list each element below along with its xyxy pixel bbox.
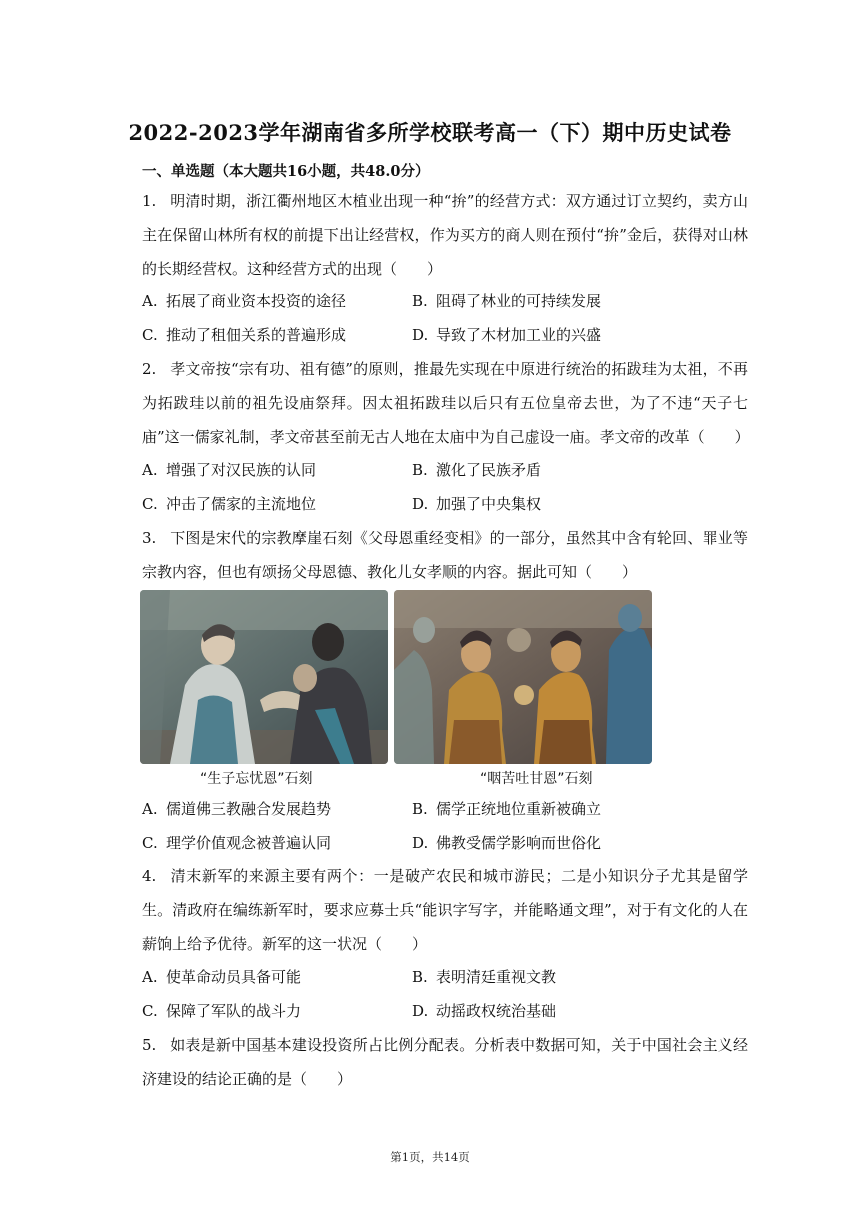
option-text: 加强了中央集权: [436, 495, 542, 513]
option-text: 保障了军队的战斗力: [166, 1002, 302, 1020]
option-3a[interactable]: [142, 799, 331, 819]
option-1d[interactable]: [412, 325, 601, 345]
option-letter: D.: [412, 326, 429, 344]
option-2b[interactable]: [412, 460, 541, 480]
option-letter: C.: [142, 326, 158, 344]
carving-image-left: [140, 590, 388, 790]
option-letter: D.: [412, 834, 429, 852]
question-text: 孝文帝按“宗有功、祖有德”的原则，推最先实现在中原进行统治的拓跋珪为太祖，不再为拓跋珪以前的祖先设庙祭拜。因太祖拓跋珪以后只有五位皇帝去世，为了不违“天子七庙”这一儒家礼制，孝文帝甚至前无古人地在太庙中为自己虚设一庙。孝文帝的改革（ ）: [142, 360, 750, 446]
option-letter: C.: [142, 834, 158, 852]
option-text: 导致了木材加工业的兴盛: [436, 326, 602, 344]
option-1b[interactable]: [412, 291, 601, 311]
option-letter: B.: [412, 292, 428, 310]
option-text: 儒学正统地位重新被确立: [436, 800, 602, 818]
option-text: 使革命动员具备可能: [166, 968, 302, 986]
question-number: 5.: [142, 1036, 157, 1054]
carving-image-right: [394, 590, 652, 790]
option-letter: A.: [142, 461, 158, 479]
option-2d[interactable]: [412, 494, 541, 514]
option-text: 推动了租佃关系的普遍形成: [166, 326, 347, 344]
option-text: 理学价值观念被普遍认同: [166, 834, 332, 852]
question-text: 清末新军的来源主要有两个：一是破产农民和城市游民；二是小知识分子尤其是留学生。清政府在编练新军时，要求应募士兵“能识字写字，并能略通文理”，对于有文化的人在薪饷上给予优待。新军的这一状况（ ）: [142, 867, 748, 953]
option-2c[interactable]: [142, 494, 316, 514]
option-text: 儒道佛三教融合发展趋势: [166, 800, 332, 818]
option-letter: B.: [412, 800, 428, 818]
option-1a[interactable]: [142, 291, 346, 311]
section-heading: 一、单选题（本大题共16小题，共48.0分）: [142, 163, 430, 180]
option-letter: B.: [412, 968, 428, 986]
option-3c[interactable]: [142, 833, 331, 853]
question-number: 4.: [142, 867, 157, 885]
option-letter: A.: [142, 800, 158, 818]
option-2a[interactable]: [142, 460, 316, 480]
option-text: 阻碍了林业的可持续发展: [436, 292, 602, 310]
question-number: 3.: [142, 529, 157, 547]
option-3d[interactable]: [412, 833, 601, 853]
option-text: 拓展了商业资本投资的途径: [166, 292, 347, 310]
option-letter: D.: [412, 1002, 429, 1020]
image-caption: “咽苦吐甘恩”石刻: [480, 771, 593, 787]
question-4: [142, 859, 748, 961]
option-text: 表明清廷重视文教: [436, 968, 557, 986]
question-text: 下图是宋代的宗教摩崖石刻《父母恩重经变相》的一部分，虽然其中含有轮回、罪业等宗教内容，但也有颂扬父母恩德、教化儿女孝顺的内容。据此可知（ ）: [142, 529, 748, 581]
question-number: 2.: [142, 360, 157, 378]
page-footer: 第1页，共14页: [390, 1150, 470, 1164]
option-4d[interactable]: [412, 1001, 556, 1021]
question-2: [142, 352, 748, 454]
option-letter: C.: [142, 495, 158, 513]
question-3: [142, 521, 748, 589]
option-letter: A.: [142, 968, 158, 986]
question-1: [142, 184, 748, 286]
stone-carving-photo: [394, 590, 652, 764]
option-3b[interactable]: [412, 799, 601, 819]
question-number: 1.: [142, 192, 157, 210]
exam-title: 2022-2023学年湖南省多所学校联考高一（下）期中历史试卷: [128, 120, 732, 145]
option-text: 佛教受儒学影响而世俗化: [436, 834, 602, 852]
option-letter: C.: [142, 1002, 158, 1020]
option-4c[interactable]: [142, 1001, 301, 1021]
option-text: 动摇政权统治基础: [436, 1002, 557, 1020]
option-4b[interactable]: [412, 967, 556, 987]
question-text: 明清时期，浙江衢州地区木植业出现一种“拚”的经营方式：双方通过订立契约，卖方山主在保留山林所有权的前提下出让经营权，作为买方的商人则在预付“拚”金后，获得对山林的长期经营权。这种经营方式的出现（ ）: [142, 192, 748, 278]
option-text: 激化了民族矛盾: [436, 461, 542, 479]
option-letter: D.: [412, 495, 429, 513]
option-letter: A.: [142, 292, 158, 310]
image-caption: “生子忘忧恩”石刻: [200, 771, 313, 787]
option-1c[interactable]: [142, 325, 346, 345]
option-text: 增强了对汉民族的认同: [166, 461, 317, 479]
option-4a[interactable]: [142, 967, 301, 987]
question-5: [142, 1028, 748, 1096]
question-text: 如表是新中国基本建设投资所占比例分配表。分析表中数据可知，关于中国社会主义经济建设的结论正确的是（ ）: [142, 1036, 748, 1088]
option-letter: B.: [412, 461, 428, 479]
option-text: 冲击了儒家的主流地位: [166, 495, 317, 513]
stone-carving-photo: [140, 590, 388, 764]
